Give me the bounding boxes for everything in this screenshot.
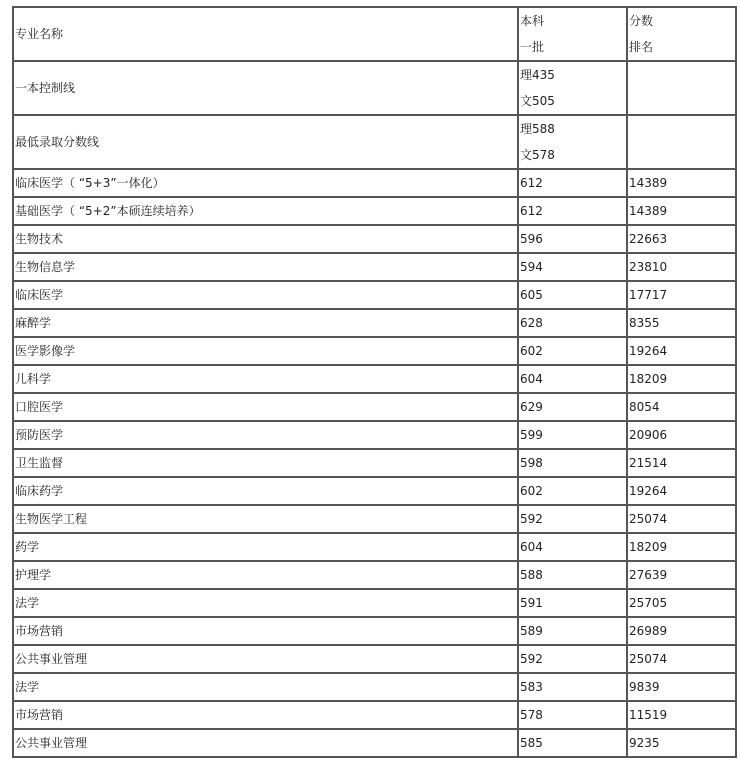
major-cell: 市场营销: [13, 617, 518, 645]
score-cell: 629: [518, 393, 627, 421]
score-cell: 578: [518, 701, 627, 729]
score-cell: 628: [518, 309, 627, 337]
control-line-rank: [627, 61, 736, 115]
rank-cell: 25074: [627, 505, 736, 533]
rank-cell: 22663: [627, 225, 736, 253]
rank-cell: 20906: [627, 421, 736, 449]
table-row: [13, 505, 736, 533]
major-cell: 护理学: [13, 561, 518, 589]
header-row: [13, 7, 736, 61]
major-cell: 药学: [13, 533, 518, 561]
header-batch: [518, 7, 627, 61]
header-rank: [627, 7, 736, 61]
major-cell: 公共事业管理: [13, 729, 518, 757]
control-line-label: 一本控制线: [13, 61, 518, 115]
table-row: [13, 645, 736, 673]
score-cell: 599: [518, 421, 627, 449]
table-row: [13, 197, 736, 225]
major-cell: 麻醉学: [13, 309, 518, 337]
score-cell: 588: [518, 561, 627, 589]
major-cell: 预防医学: [13, 421, 518, 449]
score-cell: 592: [518, 505, 627, 533]
table-row: [13, 281, 736, 309]
score-cell: 583: [518, 673, 627, 701]
table-row: [13, 253, 736, 281]
major-cell: 卫生监督: [13, 449, 518, 477]
rank-cell: 19264: [627, 477, 736, 505]
rank-cell: 18209: [627, 365, 736, 393]
min-score-line-arts: 文578: [520, 148, 555, 162]
table-row: [13, 477, 736, 505]
major-cell: 公共事业管理: [13, 645, 518, 673]
score-cell: 612: [518, 169, 627, 197]
major-cell: 儿科学: [13, 365, 518, 393]
rank-cell: 14389: [627, 169, 736, 197]
min-score-line-science: 理588: [520, 122, 555, 136]
table-row: [13, 729, 736, 757]
score-cell: 594: [518, 253, 627, 281]
header-rank-line2: 排名: [629, 40, 654, 54]
rank-cell: 9235: [627, 729, 736, 757]
rank-cell: 25074: [627, 645, 736, 673]
rank-cell: 8355: [627, 309, 736, 337]
table-row: [13, 449, 736, 477]
major-cell: 临床药学: [13, 477, 518, 505]
major-cell: 医学影像学: [13, 337, 518, 365]
rank-cell: 21514: [627, 449, 736, 477]
score-cell: 602: [518, 477, 627, 505]
rank-cell: 18209: [627, 533, 736, 561]
major-cell: 口腔医学: [13, 393, 518, 421]
score-cell: 605: [518, 281, 627, 309]
header-batch-line1: 本科: [520, 14, 545, 28]
score-cell: 598: [518, 449, 627, 477]
score-cell: 604: [518, 533, 627, 561]
table-row: [13, 393, 736, 421]
score-cell: 592: [518, 645, 627, 673]
header-major: 专业名称: [13, 7, 518, 61]
score-cell: 604: [518, 365, 627, 393]
rank-cell: 11519: [627, 701, 736, 729]
score-cell: 602: [518, 337, 627, 365]
table-row: [13, 617, 736, 645]
table-row: [13, 309, 736, 337]
min-score-line-rank: [627, 115, 736, 169]
header-rank-line1: 分数: [629, 14, 654, 28]
control-line-row: [13, 61, 736, 115]
control-line-arts: 文505: [520, 94, 555, 108]
table-row: [13, 561, 736, 589]
rank-cell: 27639: [627, 561, 736, 589]
major-cell: 市场营销: [13, 701, 518, 729]
major-cell: 法学: [13, 673, 518, 701]
min-score-line-label: 最低录取分数线: [13, 115, 518, 169]
score-cell: 612: [518, 197, 627, 225]
table-row: [13, 533, 736, 561]
major-cell: 法学: [13, 589, 518, 617]
rank-cell: 9839: [627, 673, 736, 701]
admission-scores-table: [12, 6, 737, 758]
control-line-science: 理435: [520, 68, 555, 82]
rank-cell: 25705: [627, 589, 736, 617]
header-batch-line2: 一批: [520, 40, 545, 54]
control-line-scores: [518, 61, 627, 115]
major-cell: 临床医学: [13, 281, 518, 309]
score-cell: 596: [518, 225, 627, 253]
table-row: [13, 169, 736, 197]
table-row: [13, 421, 736, 449]
table-row: [13, 225, 736, 253]
major-cell: 基础医学（ “5+2”本硕连续培养）: [13, 197, 518, 225]
min-score-line-scores: [518, 115, 627, 169]
major-cell: 临床医学（ “5+3”一体化）: [13, 169, 518, 197]
rank-cell: 26989: [627, 617, 736, 645]
rank-cell: 19264: [627, 337, 736, 365]
major-cell: 生物医学工程: [13, 505, 518, 533]
score-cell: 589: [518, 617, 627, 645]
major-cell: 生物信息学: [13, 253, 518, 281]
rank-cell: 8054: [627, 393, 736, 421]
score-cell: 591: [518, 589, 627, 617]
score-cell: 585: [518, 729, 627, 757]
major-cell: 生物技术: [13, 225, 518, 253]
rank-cell: 14389: [627, 197, 736, 225]
table-row: [13, 337, 736, 365]
table-row: [13, 365, 736, 393]
table-row: [13, 589, 736, 617]
table-row: [13, 701, 736, 729]
table-row: [13, 673, 736, 701]
rank-cell: 17717: [627, 281, 736, 309]
rank-cell: 23810: [627, 253, 736, 281]
min-score-line-row: [13, 115, 736, 169]
